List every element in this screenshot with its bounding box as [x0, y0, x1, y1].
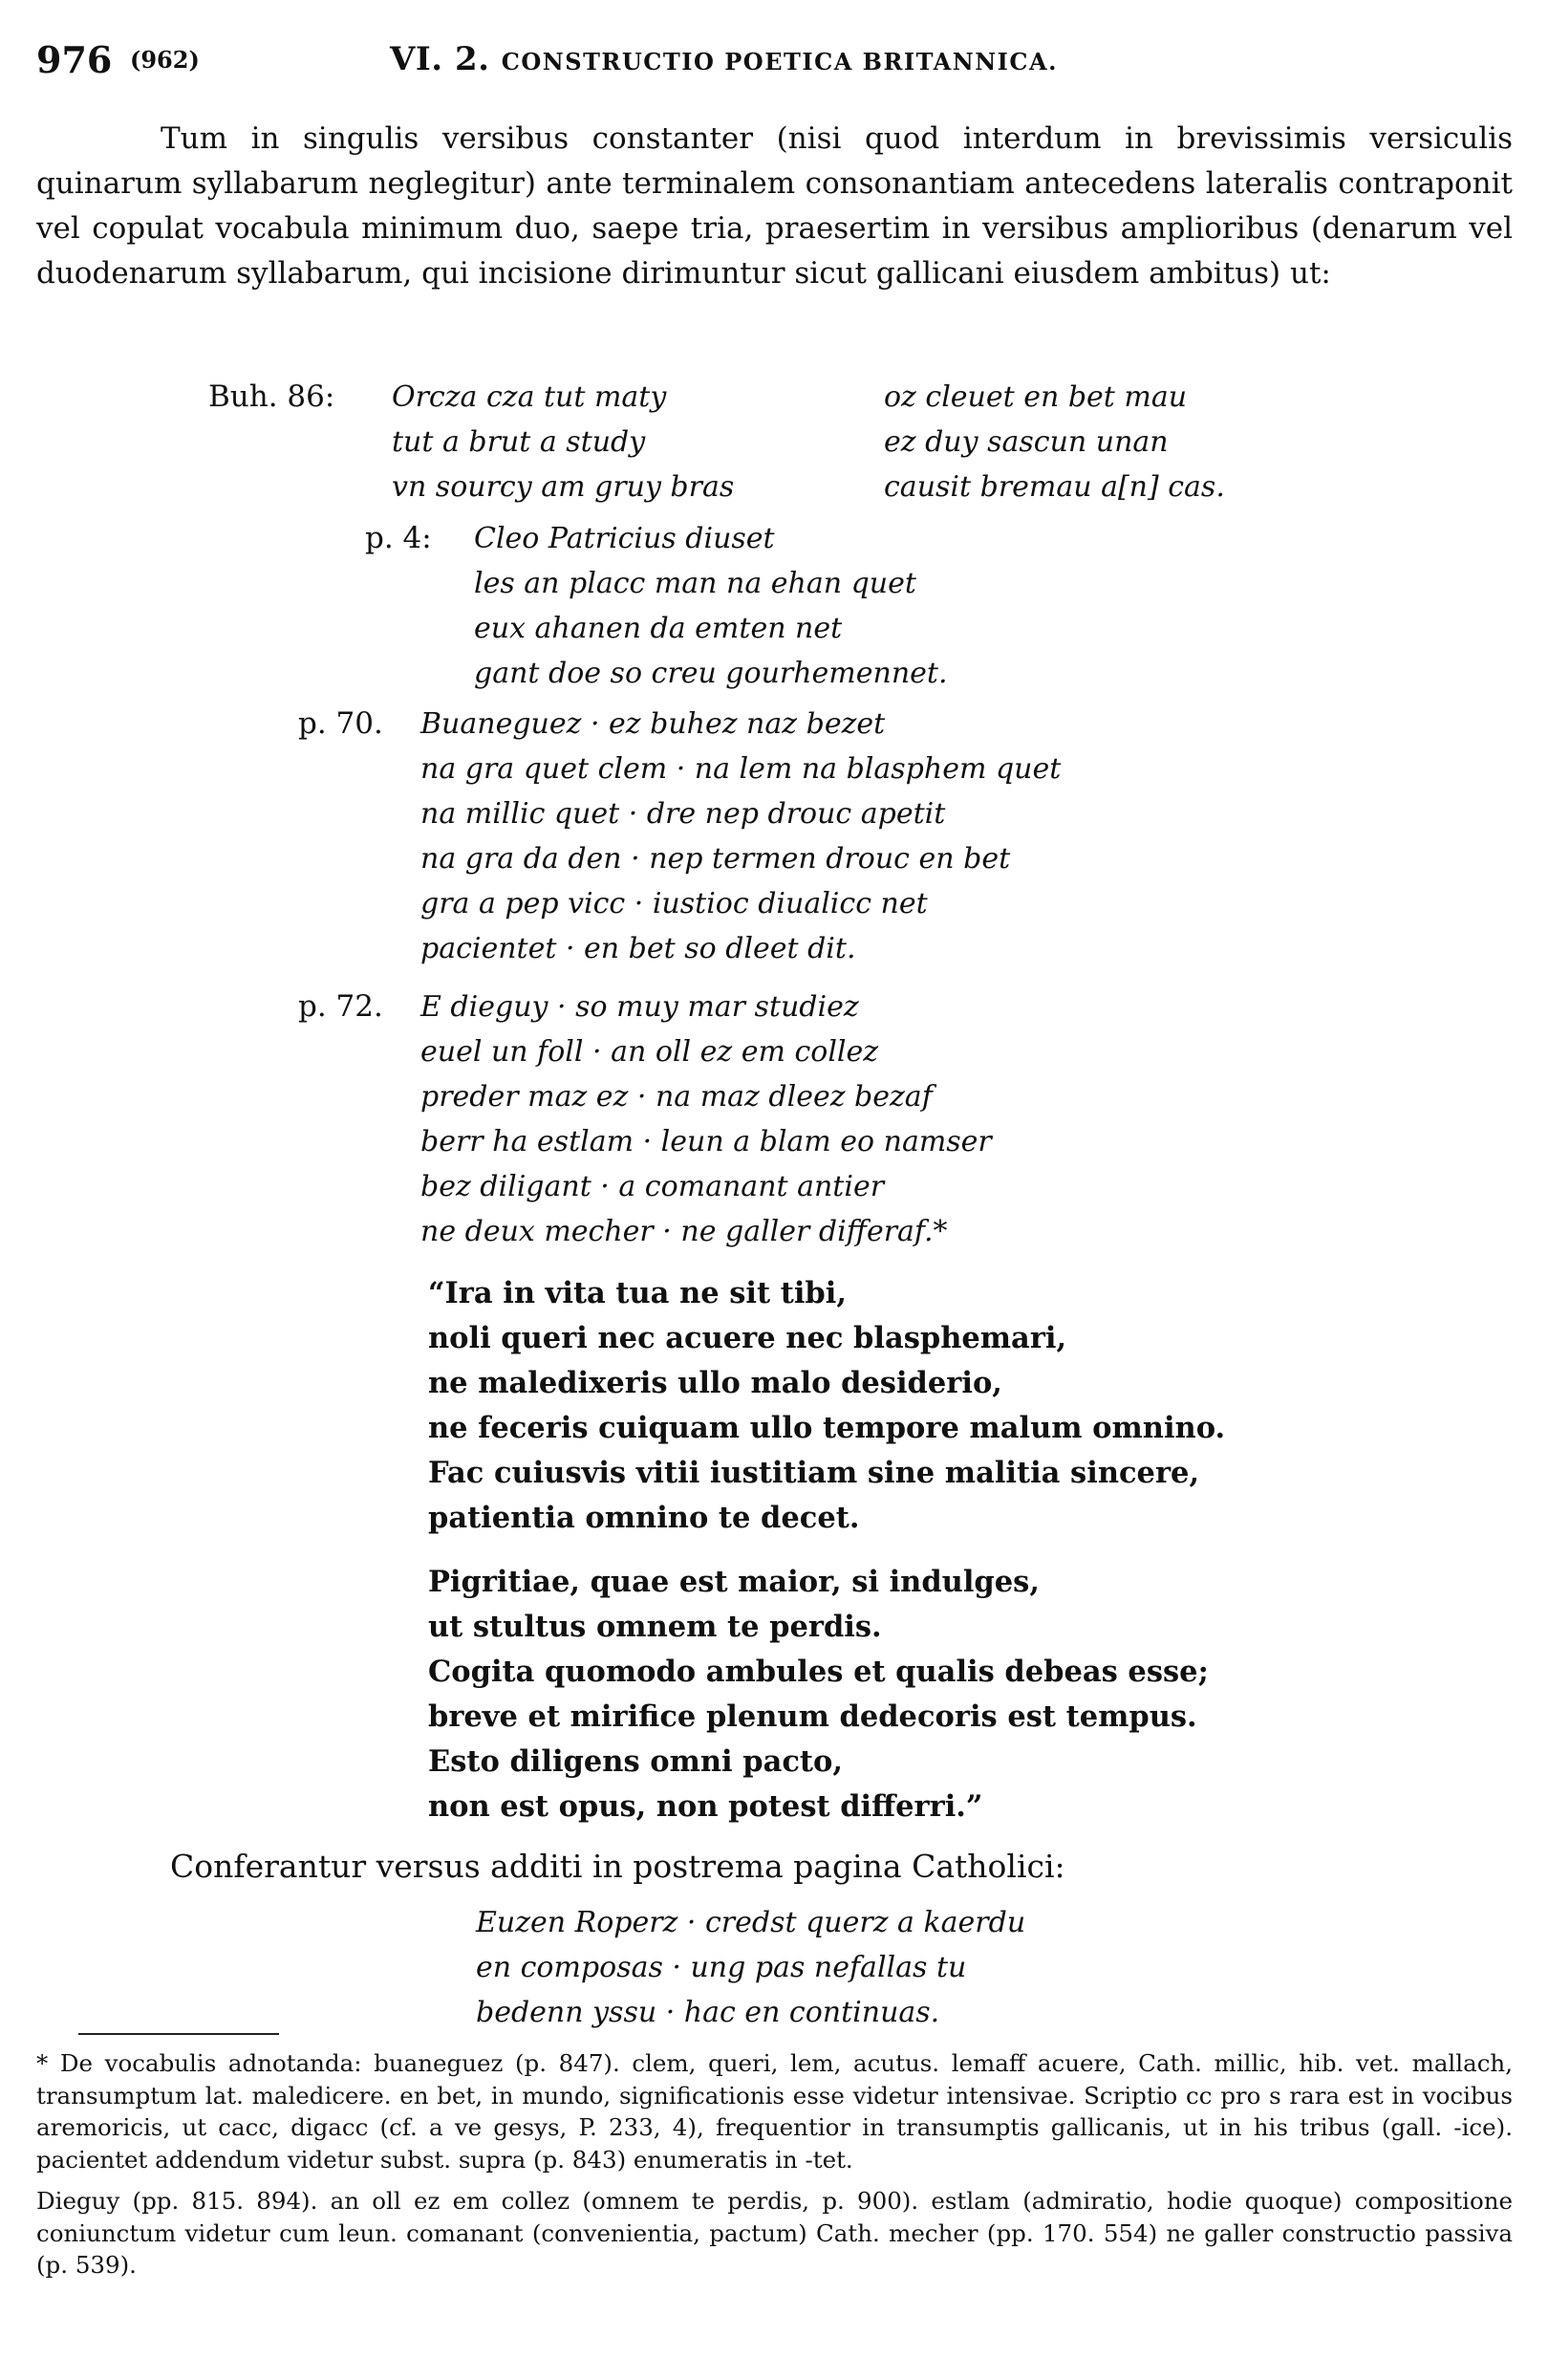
verse-line: na millic quet · dre nep drouc apetit — [420, 797, 946, 831]
translation-line: “Ira in vita tua ne sit tibi, — [428, 1276, 847, 1310]
catholicon-line: bedenn yssu · hac en continuas. — [476, 1996, 940, 2029]
catholicon-line: Euzen Roperz · credst querz a kaerdu — [476, 1906, 1026, 1939]
verse-line: ne deux mecher · ne galler differaf.* — [420, 1215, 948, 1248]
translation-line: Fac cuiusvis vitii iustitiam sine malitia sincere, — [428, 1456, 1200, 1490]
verse-line: oz cleuet en bet mau — [884, 380, 1188, 414]
translation-line: noli queri nec acuere nec blasphemari, — [428, 1321, 1067, 1355]
translation-line: patientia omnino te decet. — [428, 1501, 860, 1535]
footnote-1: * De vocabulis adnotanda: buaneguez (p. 847). clem, queri, lem, acutus. lemaff acuere, Cath. millic, hib. vet. mallach, transumptum lat. maledicere. en bet, in mundo, significationis esse videtur intensivae. Scriptio cc pro s rara est in vocibus aremoricis, ut cacc, digacc (cf. a ve gesys, P. 233, 4), frequentior in transumptis gallicanis, ut in his tribus (gall. -ice). pacientet addendum videtur subst. supra (p. 843) enumeratis in -tet. — [36, 2049, 1513, 2174]
verse-ref-p72: p. 72. — [298, 989, 383, 1024]
translation-line: ne maledixeris ullo malo desiderio, — [428, 1366, 1002, 1400]
verse-ref-buh86: Buh. 86: — [208, 379, 335, 414]
verse-line: eux ahanen da emten net — [474, 612, 843, 645]
translation-line: non est opus, non potest differri.” — [428, 1789, 983, 1824]
verse-line: na gra quet clem · na lem na blasphem quet — [420, 752, 1062, 786]
verse-line: E dieguy · so muy mar studiez — [420, 990, 859, 1024]
verse-line: Orcza cza tut maty — [392, 380, 667, 414]
verse-line: Buaneguez · ez buhez naz bezet — [420, 707, 886, 741]
footnotes — [36, 2047, 1513, 2282]
translation-line: breve et mirifice plenum dedecoris est tempus. — [428, 1699, 1197, 1734]
translation-line: Esto diligens omni pacto, — [428, 1744, 843, 1779]
translation-line: ut stultus omnem te perdis. — [428, 1610, 882, 1644]
verse-line: euel un foll · an oll ez em collez — [420, 1035, 879, 1069]
footnote-2: Dieguy (pp. 815. 894). an oll ez em collez (omnem te perdis, p. 900). estlam (admiratio, hodie quoque) compositione coniunctum videtur cum leun. comanant (convenientia, pactum) Cath. mecher (pp. 170. 554) ne galler constructio passiva (p. 539). — [36, 2187, 1513, 2279]
conferantur-line: Conferantur versus additi in postrema pagina Catholici: — [170, 1848, 1065, 1885]
running-header — [36, 29, 1508, 86]
intro-paragraph: Tum in singulis versibus constanter (nisi quod interdum in brevissimis versiculis quinarum syllabarum neglegitur) ante terminalem consonantiam antecedens lateralis contraponit vel copulat vocabula minimum duo, saepe tria, praesertim in versibus amplioribus (denarum vel duodenarum syllabarum, qui incisione dirimuntur sicut gallicani eiusdem ambitus) ut: — [36, 121, 1513, 291]
verse-line: berr ha estlam · leun a blam eo namser — [420, 1125, 992, 1158]
verse-ref-p4: p. 4: — [365, 521, 432, 555]
verse-line: bez diligant · a comanant antier — [420, 1170, 885, 1203]
verse-line: na gra da den · nep termen drouc en bet — [420, 842, 1011, 876]
verse-line: les an placc man na ehan quet — [474, 567, 916, 600]
footnote-rule — [78, 2033, 279, 2035]
verse-ref-p70: p. 70. — [298, 706, 383, 741]
verse-line: gant doe so creu gourhemennet. — [474, 657, 948, 690]
running-title — [390, 40, 1058, 78]
translation-line: ne feceris cuiquam ullo tempore malum omnino. — [428, 1411, 1226, 1445]
header-title: CONSTRUCTIO POETICA BRITANNICA. — [501, 48, 1058, 76]
verse-line: vn sourcy am gruy bras — [392, 470, 735, 504]
verse-line: tut a brut a study — [392, 425, 646, 459]
verse-line: ez duy sascun unan — [884, 425, 1169, 459]
verse-line: gra a pep vicc · iustioc diualicc net — [420, 887, 928, 920]
page-subnumber: (962) — [130, 46, 200, 74]
catholicon-line: en composas · ung pas nefallas tu — [476, 1951, 967, 1984]
translation-line: Cogita quomodo ambules et qualis debeas esse; — [428, 1655, 1209, 1689]
verse-line: pacientet · en bet so dleet dit. — [420, 932, 856, 965]
section-number: VI. 2. — [390, 40, 490, 78]
verse-line: preder maz ez · na maz dleez bezaf — [420, 1080, 933, 1114]
page-number: 976 — [36, 38, 113, 81]
verse-line: causit bremau a[n] cas. — [884, 470, 1225, 504]
verse-line: Cleo Patricius diuset — [474, 522, 775, 555]
translation-line: Pigritiae, quae est maior, si indulges, — [428, 1565, 1040, 1599]
